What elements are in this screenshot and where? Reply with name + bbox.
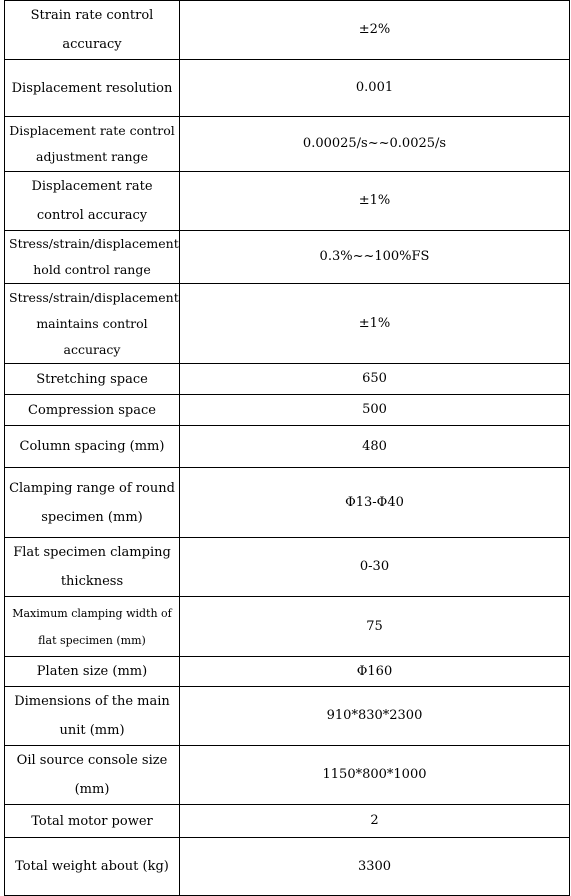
spec-value: ±2% <box>180 1 570 60</box>
table-row <box>5 468 570 538</box>
table-row <box>5 538 570 597</box>
spec-label: Oil source console size (mm) <box>5 746 180 805</box>
spec-label: Total weight about (kg) <box>5 838 180 896</box>
spec-value: 3300 <box>180 838 570 896</box>
table-row <box>5 60 570 117</box>
spec-value: 1150*800*1000 <box>180 746 570 805</box>
table-row <box>5 597 570 657</box>
spec-label: Strain rate control accuracy <box>5 1 180 60</box>
spec-label: Clamping range of round specimen (mm) <box>5 468 180 538</box>
table-row <box>5 805 570 838</box>
spec-value: ±1% <box>180 172 570 231</box>
spec-value: 910*830*2300 <box>180 687 570 746</box>
spec-label: Displacement resolution <box>5 60 180 117</box>
table-row <box>5 657 570 687</box>
spec-label: Column spacing (mm) <box>5 426 180 468</box>
spec-value: ±1% <box>180 284 570 364</box>
spec-value: 0.3%~~100%FS <box>180 231 570 284</box>
spec-label: Stretching space <box>5 364 180 395</box>
spec-value: 2 <box>180 805 570 838</box>
spec-label: Flat specimen clamping thickness <box>5 538 180 597</box>
spec-label: Displacement rate control adjustment range <box>5 117 180 172</box>
spec-label: Dimensions of the main unit (mm) <box>5 687 180 746</box>
spec-label: Total motor power <box>5 805 180 838</box>
table-row <box>5 395 570 426</box>
spec-value: 0-30 <box>180 538 570 597</box>
spec-value: 0.00025/s~~0.0025/s <box>180 117 570 172</box>
table-row <box>5 746 570 805</box>
spec-value: 0.001 <box>180 60 570 117</box>
spec-value: 75 <box>180 597 570 657</box>
spec-value: 650 <box>180 364 570 395</box>
spec-table <box>4 0 570 896</box>
table-row <box>5 284 570 364</box>
table-row <box>5 687 570 746</box>
spec-label: Displacement rate control accuracy <box>5 172 180 231</box>
table-row <box>5 838 570 896</box>
spec-value: Φ160 <box>180 657 570 687</box>
spec-value: 500 <box>180 395 570 426</box>
spec-label: Platen size (mm) <box>5 657 180 687</box>
spec-label: Compression space <box>5 395 180 426</box>
table-row <box>5 231 570 284</box>
table-row <box>5 117 570 172</box>
table-row <box>5 172 570 231</box>
table-row <box>5 1 570 60</box>
spec-value: 480 <box>180 426 570 468</box>
spec-label: Maximum clamping width of flat specimen (mm) <box>5 597 180 657</box>
table-row <box>5 364 570 395</box>
spec-label: Stress/strain/displacement hold control range <box>5 231 180 284</box>
table-row <box>5 426 570 468</box>
spec-value: Φ13-Φ40 <box>180 468 570 538</box>
spec-label: Stress/strain/displacement maintains control accuracy <box>5 284 180 364</box>
